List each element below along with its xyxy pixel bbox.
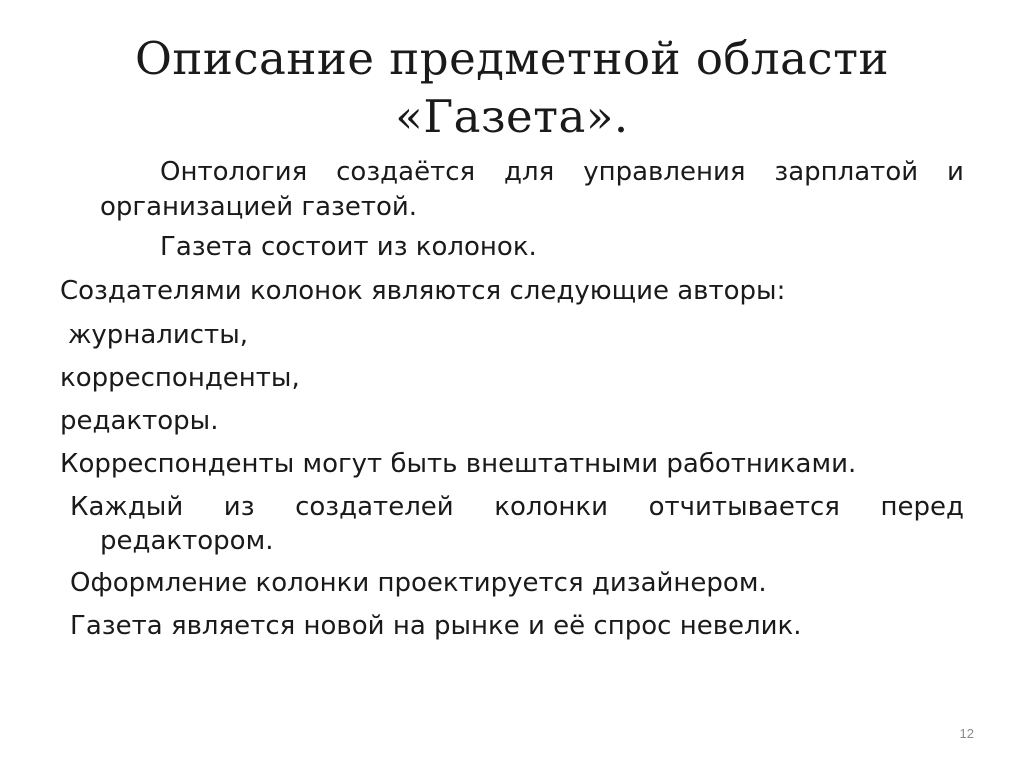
word: колонки <box>494 492 609 522</box>
word: зарплатой <box>774 157 919 187</box>
paragraph-reporting-line-1 <box>70 492 964 522</box>
paragraph-design: Оформление колонки проектируется дизайнером. <box>70 568 767 598</box>
word: Каждый <box>70 492 184 522</box>
paragraph-freelancers: Корреспонденты могут быть внештатными работниками. <box>60 449 857 479</box>
word: для <box>504 157 555 187</box>
word: создаётся <box>336 157 476 187</box>
paragraph-reporting-line-2: редактором. <box>100 526 274 556</box>
paragraph-ontology-line-2: организацией газетой. <box>100 192 418 222</box>
list-item-editors: редакторы. <box>60 406 219 436</box>
word: управления <box>583 157 746 187</box>
word: и <box>947 157 964 187</box>
slide-title <box>60 30 964 146</box>
word: из <box>223 492 255 522</box>
word: создателей <box>295 492 454 522</box>
word: перед <box>880 492 964 522</box>
page-number: 12 <box>959 726 974 741</box>
paragraph-ontology-line-1 <box>160 157 964 187</box>
list-item-journalists: журналисты, <box>68 320 248 350</box>
slide-title-line-2: «Газета». <box>395 90 629 143</box>
paragraph-columns: Газета состоит из колонок. <box>160 232 537 262</box>
paragraph-authors: Создателями колонок являются следующие авторы: <box>60 276 786 306</box>
paragraph-ontology <box>160 157 964 187</box>
list-item-correspondents: корреспонденты, <box>60 363 300 393</box>
paragraph-reporting <box>70 492 964 522</box>
slide-title-line-1: Описание предметной области <box>134 32 890 85</box>
paragraph-market: Газета является новой на рынке и её спрос невелик. <box>70 611 802 641</box>
word: Онтология <box>160 157 308 187</box>
word: отчитывается <box>648 492 840 522</box>
